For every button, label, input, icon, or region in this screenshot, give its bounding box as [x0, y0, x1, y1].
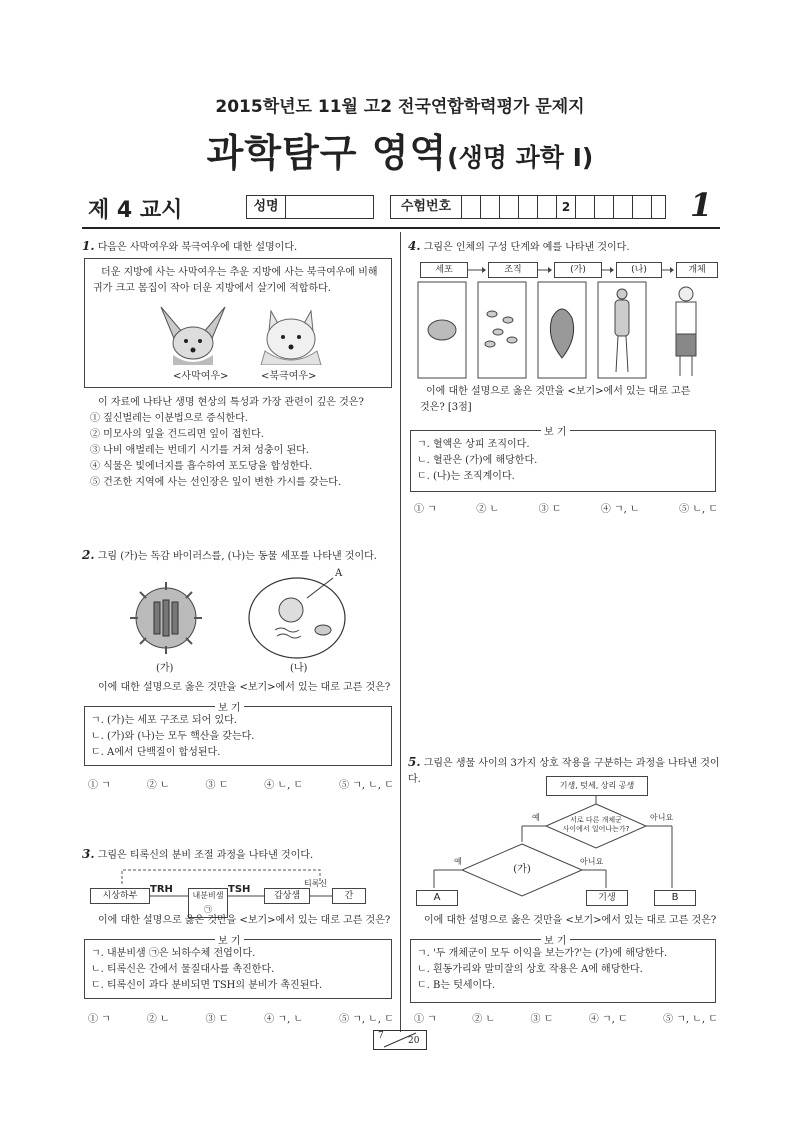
q4-number: 4.	[408, 239, 421, 253]
header-rule	[82, 227, 720, 229]
exam-title	[0, 122, 800, 177]
flow-no-2: 아니요	[580, 857, 604, 866]
q1-choice-5[interactable]: ⑤ 건조한 지역에 사는 선인장은 잎이 변한 가시를 갖는다.	[90, 477, 342, 488]
q5-flowchart	[410, 774, 720, 910]
q5-choices	[414, 1010, 718, 1025]
q3-question: 이에 대한 설명으로 옳은 것만을 <보기>에서 있는 대로 고른 것은?	[98, 915, 391, 926]
flow-pituitary: 내분비샘 ㉠	[188, 888, 228, 918]
q5-choice-3[interactable]: ③ ㄷ	[530, 1014, 554, 1025]
flow-yes-2: 예	[454, 857, 462, 866]
q2-choice-2[interactable]: ② ㄴ	[146, 780, 170, 791]
title-main: 과학탐구 영역	[206, 131, 448, 175]
flow-hypothalamus: 시상하부	[90, 888, 150, 904]
q2-bogi-item: ㄴ. (가)와 (나)는 모두 핵산을 갖는다.	[91, 731, 255, 742]
q1-choice-1[interactable]: ① 짚신벌레는 이분법으로 증식한다.	[90, 413, 248, 424]
q2-choice-1[interactable]: ① ㄱ	[88, 780, 111, 791]
q3-number: 3.	[82, 847, 95, 861]
name-label: 성명	[247, 196, 286, 218]
q5-stem: 5. 그림은 생물 사이의 3가지 상호 작용을 구분하는 과정을 나타낸 것이다.	[408, 755, 720, 785]
title-sub: (생명 과학 Ⅰ)	[447, 143, 594, 172]
q1-question: 이 자료에 나타난 생명 현상의 특성과 가장 관련이 깊은 것은?	[98, 397, 364, 408]
q1-caption-fennec: <사막여우>	[173, 371, 229, 382]
q3-choice-5[interactable]: ⑤ ㄱ, ㄴ, ㄷ	[339, 1014, 394, 1025]
q2-question: 이에 대한 설명으로 옳은 것만을 <보기>에서 있는 대로 고른 것은?	[98, 682, 391, 693]
q3-choice-2[interactable]: ② ㄴ	[146, 1014, 170, 1025]
flow-thyroxine: 티록신	[304, 879, 328, 888]
q3-bogi-item: ㄴ. 티록신은 간에서 물질대사를 촉진한다.	[91, 964, 275, 975]
flow-result-a: A	[416, 890, 458, 906]
flow-decision-2: (가)	[513, 864, 531, 875]
q5-choice-2[interactable]: ② ㄴ	[472, 1014, 496, 1025]
q5-bogi-item: ㄷ. B는 텃세이다.	[417, 980, 496, 991]
q2-stem: 2. 그림 (가)는 독감 바이러스를, (나)는 동물 세포를 나타낸 것이다.	[82, 548, 377, 562]
animal-cell-image	[245, 570, 355, 662]
q1-choices	[90, 411, 390, 491]
footer-page: 7	[378, 1031, 384, 1041]
exam-number-label: 수험번호	[391, 196, 462, 218]
q4-choices	[414, 500, 718, 515]
q4-bogi-box	[410, 427, 716, 492]
stage-tissue: 조직	[488, 262, 538, 278]
q3-choice-4[interactable]: ④ ㄱ, ㄴ	[264, 1014, 304, 1025]
flow-yes-1: 예	[532, 813, 540, 822]
exam-supertitle: 2015학년도 11월 고2 전국연합학력평가 문제지	[215, 97, 585, 117]
page-footer	[373, 1030, 427, 1050]
stage-na: (나)	[616, 262, 662, 278]
q1-choice-4[interactable]: ④ 식물은 빛에너지를 흡수하여 포도당을 합성한다.	[90, 461, 313, 472]
q2-choices	[88, 776, 394, 791]
q2-number: 2.	[82, 548, 95, 562]
q4-bogi-item: ㄱ. 혈액은 상피 조직이다.	[417, 439, 530, 450]
q3-bogi-title: 보 기	[215, 932, 244, 947]
q3-choices	[88, 1010, 394, 1025]
q4-choice-4[interactable]: ④ ㄱ, ㄴ	[600, 504, 640, 515]
page-number: 1	[690, 186, 713, 224]
q2-choice-5[interactable]: ⑤ ㄱ, ㄴ, ㄷ	[339, 780, 394, 791]
flow-tsh: TSH	[228, 884, 251, 895]
q2-bogi-title: 보 기	[215, 699, 244, 714]
q2-choice-4[interactable]: ④ ㄴ, ㄷ	[264, 780, 304, 791]
q4-question: 이에 대한 설명으로 옳은 것만을 <보기>에서 있는 대로 고른 것은? [3점]	[420, 386, 691, 413]
q1-caption-arctic: <북극여우>	[261, 371, 317, 382]
q2-caption-virus: (가)	[156, 663, 174, 674]
q4-stage-images	[414, 278, 722, 380]
flow-top-box: 기생, 텃세, 상리 공생	[546, 776, 648, 796]
q3-choice-3[interactable]: ③ ㄷ	[205, 1014, 229, 1025]
q2-label-a: A	[335, 568, 343, 579]
virus-image	[126, 578, 206, 656]
arctic-fox-image	[251, 303, 331, 365]
stage-cell: 세포	[420, 262, 468, 278]
q2-bogi-box	[84, 703, 392, 766]
name-box	[246, 195, 374, 219]
q4-choice-2[interactable]: ② ㄴ	[476, 504, 500, 515]
q1-choice-3[interactable]: ③ 나비 애벌레는 번데기 시기를 거쳐 성충이 된다.	[90, 445, 309, 456]
fennec-fox-image	[153, 303, 233, 365]
q1-stem: 1. 다음은 사막여우와 북극여우에 대한 설명이다.	[82, 239, 298, 253]
column-divider	[400, 232, 401, 1032]
q3-bogi-box	[84, 936, 392, 999]
q5-bogi-title: 보 기	[541, 932, 570, 947]
q1-box-text: 더운 지방에 사는 사막여우는 추운 지방에 사는 북극여우에 비해 귀가 크고 몸집이 작아 더운 지방에서 살기에 적합하다.	[93, 267, 378, 294]
exam-number-digit: 2	[557, 196, 576, 218]
stage-ga: (가)	[554, 262, 602, 278]
q3-choice-1[interactable]: ① ㄱ	[88, 1014, 111, 1025]
q4-choice-1[interactable]: ① ㄱ	[414, 504, 437, 515]
flow-trh: TRH	[150, 884, 173, 895]
q4-choice-5[interactable]: ⑤ ㄴ, ㄷ	[679, 504, 718, 515]
q5-bogi-item: ㄱ. '두 개체군이 모두 이익을 보는가?'는 (가)에 해당한다.	[417, 948, 668, 959]
q2-choice-3[interactable]: ③ ㄷ	[205, 780, 229, 791]
q3-flow-diagram	[88, 866, 398, 914]
flow-decision-1: 서로 다른 개체군 사이에서 일어나는가?	[562, 816, 630, 833]
q2-caption-cell: (나)	[290, 663, 308, 674]
q4-stem: 4. 그림은 인체의 구성 단계와 예를 나타낸 것이다.	[408, 239, 630, 253]
q2-bogi-item: ㄱ. (가)는 세포 구조로 되어 있다.	[91, 715, 237, 726]
q5-bogi-box	[410, 936, 716, 1003]
name-field[interactable]	[286, 196, 372, 218]
q1-number: 1.	[82, 239, 95, 253]
flow-thyroid: 갑상샘	[264, 888, 310, 904]
period-label: 제 4 교시	[88, 198, 183, 223]
q3-bogi-item: ㄷ. 티록신이 과다 분비되면 TSH의 분비가 촉진된다.	[91, 980, 323, 991]
exam-number-box	[390, 195, 666, 219]
q5-choice-4[interactable]: ④ ㄱ, ㄷ	[588, 1014, 628, 1025]
q5-choice-5[interactable]: ⑤ ㄱ, ㄴ, ㄷ	[663, 1014, 718, 1025]
flow-no-1: 아니요	[650, 813, 674, 822]
q4-choice-3[interactable]: ③ ㄷ	[538, 504, 562, 515]
q3-stem: 3. 그림은 티록신의 분비 조절 과정을 나타낸 것이다.	[82, 847, 314, 861]
q4-bogi-item: ㄴ. 혈관은 (가)에 해당한다.	[417, 455, 538, 466]
q4-stage-flow	[414, 260, 718, 280]
q5-choice-1[interactable]: ① ㄱ	[414, 1014, 437, 1025]
q4-bogi-item: ㄷ. (나)는 조직계이다.	[417, 471, 515, 482]
q5-number: 5.	[408, 755, 421, 769]
q2-bogi-item: ㄷ. A에서 단백질이 합성된다.	[91, 747, 221, 758]
flow-result-b: B	[654, 890, 696, 906]
q5-question: 이에 대한 설명으로 옳은 것만을 <보기>에서 있는 대로 고른 것은?	[424, 915, 717, 926]
q4-bogi-title: 보 기	[541, 423, 570, 438]
flow-result-parasite: 기생	[586, 890, 628, 906]
q5-bogi-item: ㄴ. 흰동가리와 말미잘의 상호 작용은 A에 해당한다.	[417, 964, 643, 975]
footer-total: 20	[408, 1036, 420, 1046]
q1-choice-2[interactable]: ② 미모사의 잎을 건드리면 잎이 접힌다.	[90, 429, 264, 440]
q3-bogi-item: ㄱ. 내분비샘 ㉠은 뇌하수체 전엽이다.	[91, 948, 256, 959]
q1-info-box	[84, 258, 392, 388]
flow-liver: 간	[332, 888, 366, 904]
exam-number-cells[interactable]	[462, 196, 665, 218]
stage-organism: 개체	[676, 262, 718, 278]
